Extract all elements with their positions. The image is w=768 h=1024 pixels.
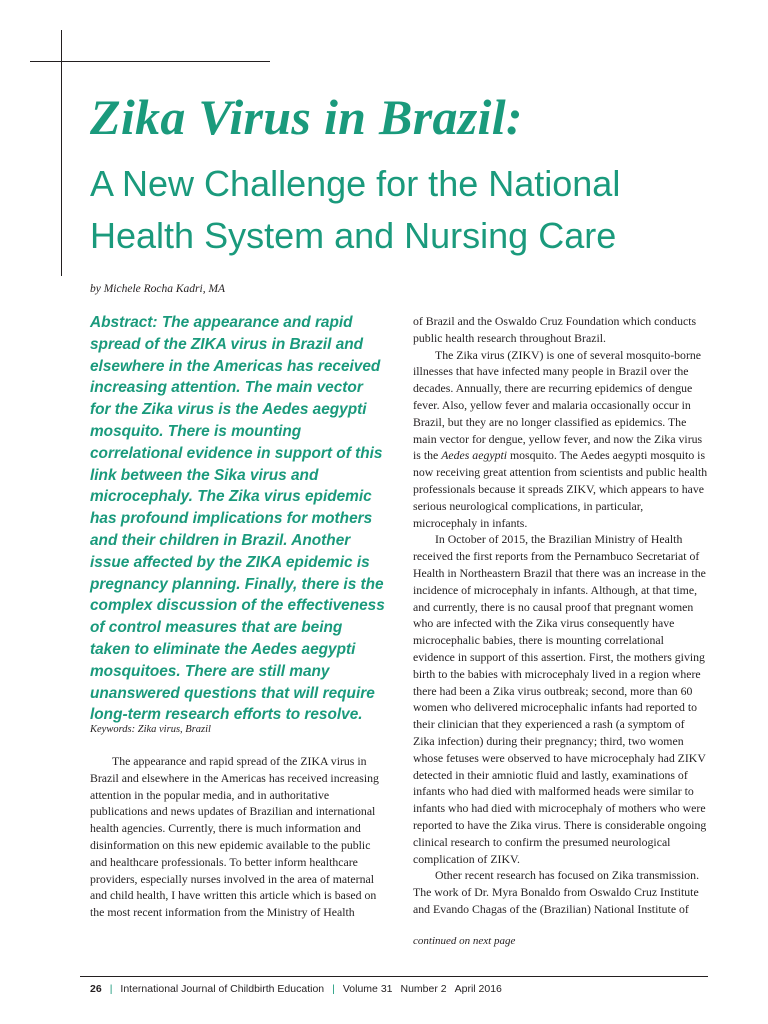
footer-separator: | [109,983,113,995]
issue-number: Number 2 [400,983,447,995]
body-paragraph [413,347,708,532]
continued-note: continued on next page [413,935,516,947]
issue-date: April 2016 [454,983,502,995]
crop-mark-vertical [61,30,62,276]
body-column-right [413,313,708,918]
article-title: Zika Virus in Brazil: [90,89,523,145]
page-footer [90,983,502,995]
body-paragraph: Other recent research has focused on Zika transmission. The work of Dr. Myra Bonaldo from Oswaldo Cruz Institute and Evando Chagas of the (Brazilian) National Institute of [413,868,700,916]
journal-name: International Journal of Childbirth Education [120,983,325,995]
page-number: 26 [90,983,102,995]
body-column-left [90,753,382,921]
footer-rule [80,976,708,977]
footer-separator: | [332,983,335,995]
species-name: Aedes aegypti [441,448,508,463]
abstract: Abstract: The appearance and rapid spread of the ZIKA virus in Brazil and elsewhere in the Americas has received increasing attention. The main vector for the Zika virus is the Aedes aegypti mosquito. There is mounting correlational evidence in support of this link between the Sika virus and microcephaly. The Zika virus epidemic has profound implications for mothers and their children in Brazil. Another issue affected by the ZIKA epidemic is pregnancy planning. Finally, there is the complex discussion of the effectiveness of control measures that are being taken to eliminate the Aedes aegypti mosquitoes. There are still many unanswered questions that will require long-term research efforts to resolve. [90,314,385,724]
crop-mark-horizontal [30,61,270,62]
keywords: Keywords: Zika virus, Brazil [90,724,211,735]
volume: Volume 31 [342,983,393,995]
article-subtitle: A New Challenge for the National Health System and Nursing Care [90,163,621,256]
body-paragraph: In October of 2015, the Brazilian Ministry of Health received the first reports from the Pernambuco Secretariat of Health in Northeastern Brazil that there was an increase in the incidence of microcephaly in infants. Although, at that time, and currently, there is no causal proof that pregnant women who are infected with the Zika virus consequently have microcephalic babies, there is mounting correlational evidence in support of this assertion. First, the mothers giving birth to the babies with microcephaly lived in a region where there had been a Zika virus outbreak; second, more than 60 women who delivered microcephalic infants had reported to their clinician that they experienced a rash (a symptom of Zika infection) during their pregnancy; third, two women whose fetuses were observed to have microcephaly had ZIKV detected in their amniotic fluid and lastly, examinations of infants who had died with malformed heads were similar to infants who had died with microcephaly of mothers who were reported to have the Zika virus. There is considerable ongoing clinical research to confirm the presumed neurological complication of ZIKV. [413,532,707,866]
body-text: mosquito. The Aedes aegypti mosquito is now receiving great attention from scientists and public health professionals because it spreads ZIKV, which appears to have serious neurological complications, in particular, microcephaly in infants. [413,448,708,530]
author-byline: by Michele Rocha Kadri, MA [90,283,226,295]
body-text: The Zika virus (ZIKV) is one of several mosquito-borne illnesses that have infected many people in Brazil over the decades. Annually, there are recurring epidemics of dengue fever. Also, yellow fever and malaria occasionally occur in Brazil, but they are no longer classified as epidemics. The main vector for dengue, yellow fever, and now the Zika virus is the [413,347,703,463]
body-paragraph: The appearance and rapid spread of the ZIKA virus in Brazil and elsewhere in the Americas has received increasing attention in the popular media, and in authoritative publications and news updates of Brazilian and international health agencies. Currently, there is much information and disinformation on this new epidemic available to the public and healthcare professionals. To better inform healthcare providers, especially nurses involved in the area of maternal and child health, I have written this article which is based on the most recent information from the Ministry of Health [90,754,379,920]
body-paragraph-continuation: of Brazil and the Oswaldo Cruz Foundation which conducts public health research throughout Brazil. [413,314,697,345]
